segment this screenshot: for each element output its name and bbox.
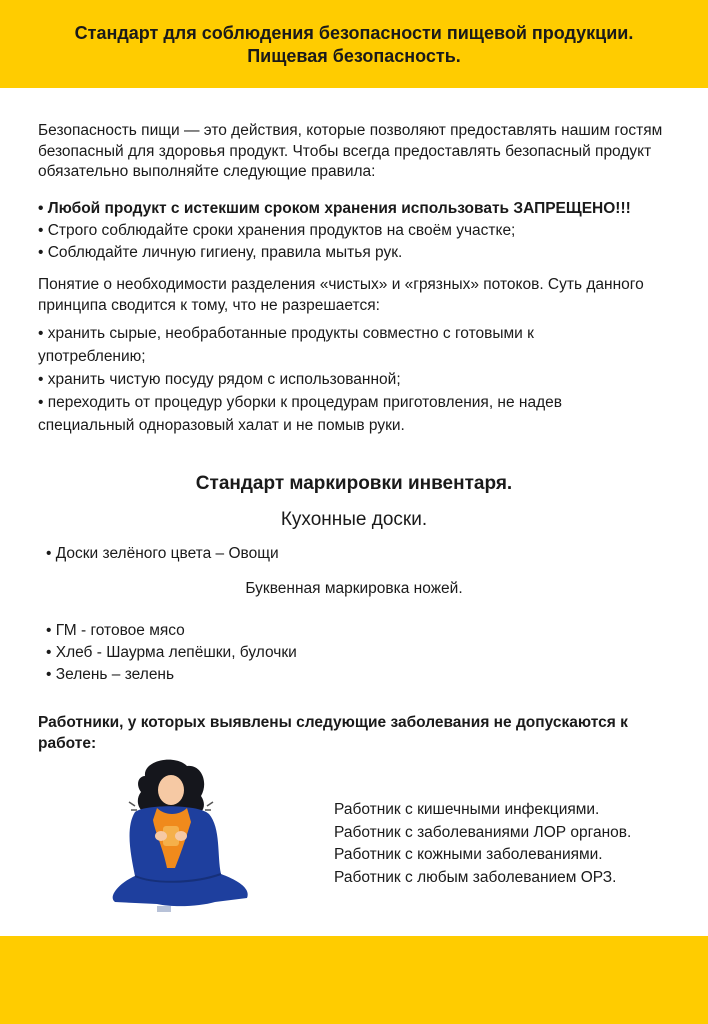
knives-item: • ГМ - готовое мясо (46, 622, 185, 639)
page-title (0, 22, 708, 68)
flows-item: • хранить сырые, необработанные продукты совместно с готовыми к употреблению; (38, 325, 534, 365)
diseases-list (334, 799, 631, 889)
page-title-line-1: Стандарт для соблюдения безопасности пищевой продукции. (74, 23, 634, 43)
flows-item: • хранить чистую посуду рядом с использованной; (38, 371, 401, 388)
disease-item: Работник с любым заболеванием ОРЗ. (334, 868, 617, 886)
rules-list (38, 198, 678, 264)
disease-item: Работник с кишечными инфекциями. (334, 801, 600, 818)
rule-item: • Любой продукт с истекшим сроком хранения использовать ЗАПРЕЩЕНО!!! (38, 200, 631, 217)
page-title-line-2: Пищевая безопасность. (247, 46, 461, 66)
flows-intro-text: Понятие о необходимости разделения «чистых» и «грязных» потоков. Суть данного принципа сводится к тому, что не разрешается: (38, 276, 644, 314)
intro-paragraph (38, 121, 678, 183)
flows-list (38, 322, 638, 437)
disease-item: Работник с кожными заболеваниями. (334, 846, 603, 863)
boards-list (46, 543, 279, 565)
knives-title: Буквенная маркировка ножей. (245, 580, 463, 597)
marking-title: Стандарт маркировки инвентаря. (195, 473, 513, 494)
knives-item: • Хлеб - Шаурма лепёшки, булочки (46, 644, 297, 661)
knives-item: • Зелень – зелень (46, 666, 175, 683)
intro-text: Безопасность пищи — это действия, которые позволяют предоставлять нашим гостям безопасный для здоровья продукт. Чтобы всегда предоставлять безопасный продукт обязательно выполняйте следующие правила: (38, 122, 663, 180)
boards-title: Кухонные доски. (280, 509, 428, 530)
footer-band (0, 936, 708, 1024)
flows-item: • переходить от процедур уборки к процедурам приготовления, не надев специальный одноразовый халат и не помыв руки. (38, 394, 562, 434)
boards-item: • Доски зелёного цвета – Овощи (46, 545, 279, 562)
flows-intro (38, 275, 678, 316)
workers-title: Работники, у которых выявлены следующие заболевания не допускаются к работе: (38, 714, 628, 752)
knives-list (46, 620, 297, 686)
sick-worker-illustration (105, 756, 255, 916)
rule-item: • Соблюдайте личную гигиену, правила мытья рук. (38, 244, 403, 261)
rule-item: • Строго соблюдайте сроки хранения продуктов на своём участке; (38, 222, 516, 239)
disease-item: Работник с заболеваниями ЛОР органов. (334, 823, 632, 841)
